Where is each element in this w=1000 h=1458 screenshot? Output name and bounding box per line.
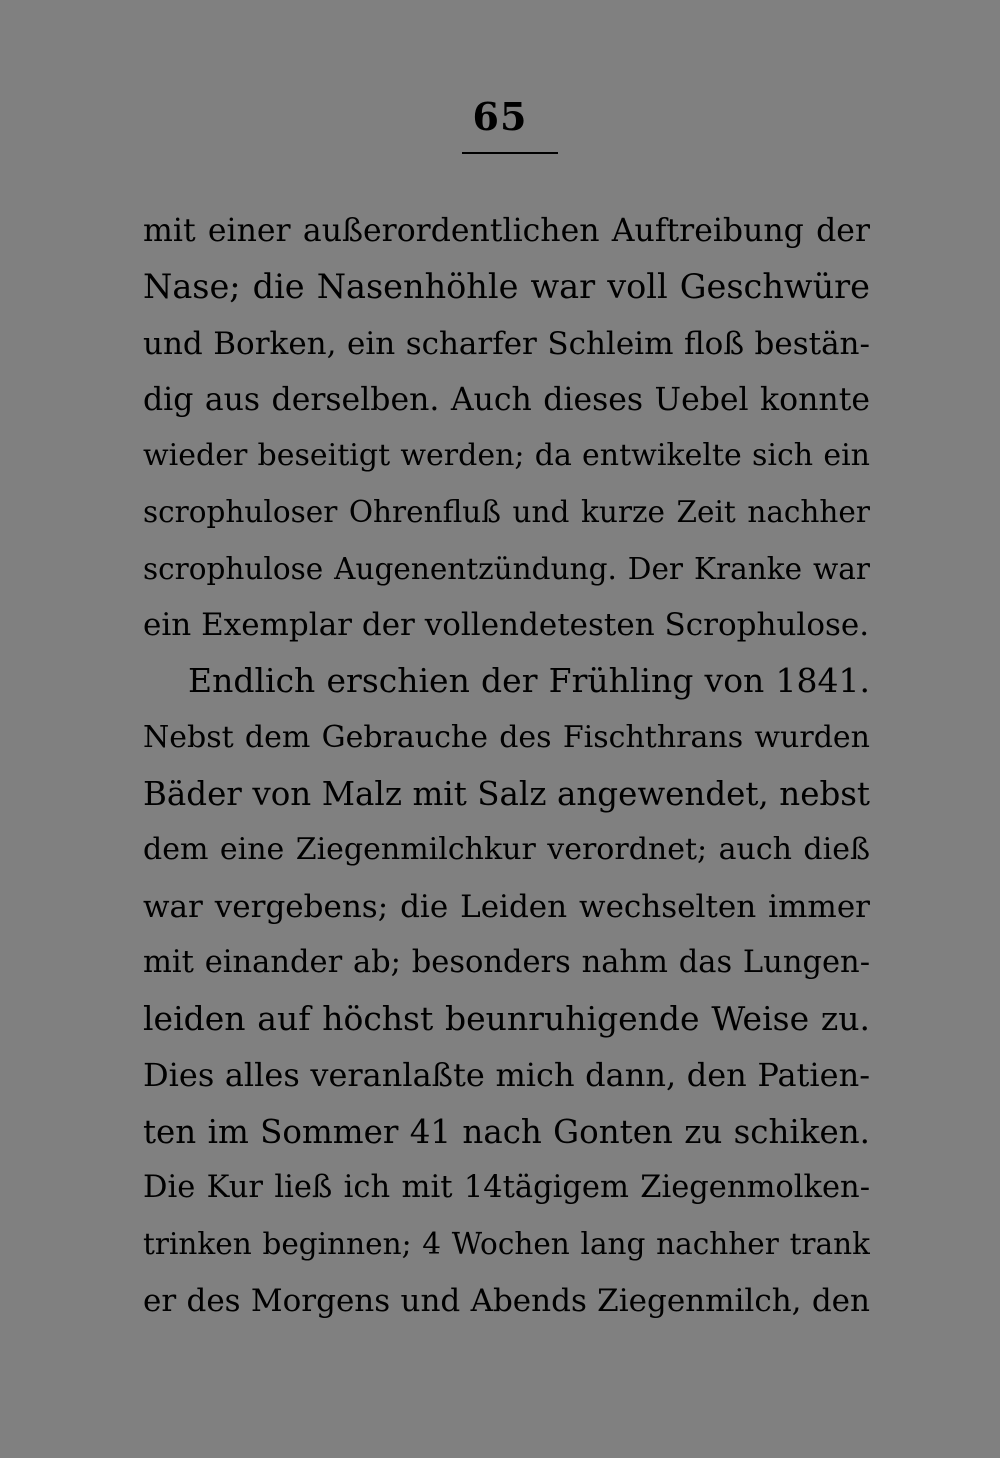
text-line: Nase; die Nasenhöhle war voll Geschwüre [143, 267, 870, 307]
text-line: trinken beginnen; 4 Wochen lang nachher trank [143, 1227, 870, 1262]
text-line: Nebst dem Gebrauche des Fischthrans wurden [143, 719, 870, 755]
text-line: Bäder von Malz mit Salz angewendet, nebst [143, 774, 870, 813]
text-line: Dies alles veranlaßte mich dann, den Patien- [143, 1056, 870, 1095]
header-rule [462, 152, 558, 154]
text-line: Die Kur ließ ich mit 14tägigem Ziegenmolken- [143, 1170, 870, 1206]
text-line: er des Morgens und Abends Ziegenmilch, den [143, 1282, 870, 1319]
page-number: 65 [472, 94, 528, 139]
text-line: scrophulose Augenentzündung. Der Kranke war [143, 551, 870, 586]
text-line: mit einer außerordentlichen Auftreibung der [143, 213, 870, 249]
text-line: Endlich erschien der Frühling von 1841. [188, 661, 870, 701]
text-line: ten im Sommer 41 nach Gonten zu schiken. [143, 1112, 870, 1151]
text-line: ein Exemplar der vollendetesten Scrophulose. [143, 607, 870, 644]
text-line: dem eine Ziegenmilchkur verordnet; auch dieß [143, 832, 870, 868]
text-line: dig aus derselben. Auch dieses Uebel konnte [143, 381, 870, 418]
text-line: wieder beseitigt werden; da entwikelte sich ein [143, 438, 870, 474]
text-line: war vergebens; die Leiden wechselten immer [143, 888, 870, 925]
body-text [143, 203, 870, 1329]
text-line: mit einander ab; besonders nahm das Lungen- [143, 944, 870, 980]
text-line: leiden auf höchst beunruhigende Weise zu. [143, 999, 870, 1039]
text-line: und Borken, ein scharfer Schleim floß bestän- [143, 325, 870, 362]
text-line: scrophuloser Ohrenfluß und kurze Zeit nachher [143, 495, 870, 530]
